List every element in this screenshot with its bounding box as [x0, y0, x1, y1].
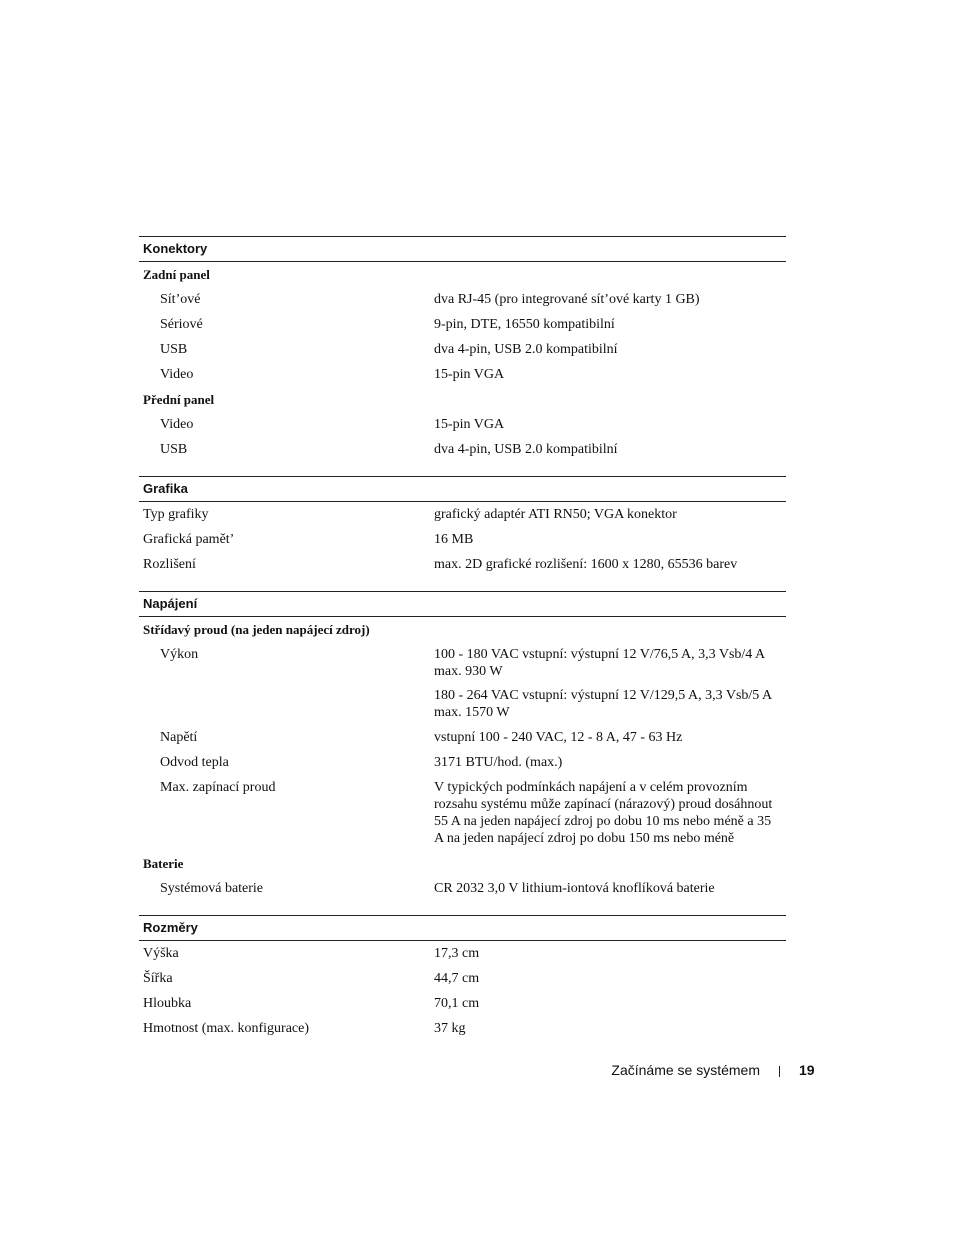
spec-value-text: dva RJ-45 (pro integrované sít’ové karty 1 GB): [434, 292, 700, 307]
spec-row: [139, 337, 786, 362]
section-konektory: [139, 236, 786, 462]
spec-row: [139, 725, 786, 750]
spec-label: USB: [160, 342, 188, 357]
footer-title: Začínáme se systémem: [611, 1062, 760, 1078]
spec-value: [434, 729, 786, 746]
subsection-heading: Střídavý proud (na jeden napájecí zdroj): [143, 622, 370, 637]
section-body: [139, 941, 786, 1041]
section-body: [139, 617, 786, 901]
spec-label: Výkon: [160, 647, 199, 662]
spec-value-text: 44,7 cm: [434, 971, 480, 986]
spec-value-text: V typických podmínkách napájení a v celém provozním rozsahu systému může zapínací (nárazový) proud dosáhnout 55 A na jeden napájecí zdroj po dobu 10 ms nebo méně a 35 A na jeden napájecí zdroj po dobu 150 ms nebo méně: [434, 780, 773, 846]
spec-value: [434, 754, 786, 771]
spec-value-text: 15-pin VGA: [434, 367, 505, 382]
spec-row: [139, 362, 786, 387]
spec-row: [139, 437, 786, 462]
spec-row: [139, 312, 786, 337]
spec-value-text: 70,1 cm: [434, 996, 480, 1011]
spec-label: Hloubka: [143, 996, 192, 1011]
spec-label: Video: [160, 417, 194, 432]
spec-label: Grafická pamět’: [143, 532, 235, 547]
spec-value: [434, 441, 786, 458]
spec-row: [139, 966, 786, 991]
spec-value-text: dva 4-pin, USB 2.0 kompatibilní: [434, 342, 618, 357]
section-heading: Napájení: [139, 591, 786, 617]
spec-row: [139, 750, 786, 775]
spec-value-text: max. 2D grafické rozlišení: 1600 x 1280, 65536 barev: [434, 557, 738, 572]
section-napajeni: [139, 591, 786, 901]
spec-value: [434, 416, 786, 433]
spec-row: [139, 502, 786, 527]
subsection-heading: Baterie: [143, 856, 184, 871]
spec-label: Výška: [143, 946, 179, 961]
spec-value: [434, 995, 786, 1012]
spec-value-text: CR 2032 3,0 V lithium-iontová knoflíková baterie: [434, 881, 715, 896]
spec-label: Typ grafiky: [143, 507, 209, 522]
spec-value: [434, 945, 786, 962]
spec-label: Rozlišení: [143, 557, 196, 572]
spec-value-text: 17,3 cm: [434, 946, 480, 961]
spec-label: Max. zapínací proud: [160, 780, 276, 795]
subsection-heading: Zadní panel: [143, 267, 210, 282]
section-heading: Rozměry: [139, 915, 786, 941]
spec-value: [434, 880, 786, 897]
spec-row: [139, 941, 786, 966]
spec-value: [434, 366, 786, 383]
section-heading: Grafika: [139, 476, 786, 502]
spec-value: [434, 531, 786, 548]
spec-row: [139, 552, 786, 577]
spec-value: [434, 341, 786, 358]
section-body: [139, 502, 786, 577]
spec-label: Odvod tepla: [160, 755, 229, 770]
spec-value: [434, 646, 786, 721]
spec-value: [434, 970, 786, 987]
spec-value-text: dva 4-pin, USB 2.0 kompatibilní: [434, 442, 618, 457]
spec-value: [434, 291, 786, 308]
spec-value: [434, 316, 786, 333]
spec-value-text: 16 MB: [434, 532, 474, 547]
section-rozmery: [139, 915, 786, 1041]
spec-value-text: 15-pin VGA: [434, 417, 505, 432]
spec-label: Napětí: [160, 730, 198, 745]
spec-value-text: 3171 BTU/hod. (max.): [434, 755, 563, 770]
spec-label: Sériové: [160, 317, 203, 332]
spec-label: Hmotnost (max. konfigurace): [143, 1021, 310, 1036]
spec-value-text: 100 - 180 VAC vstupní: výstupní 12 V/76,5 A, 3,3 Vsb/4 A max. 930 W: [434, 647, 765, 679]
spec-label: Šířka: [143, 971, 173, 986]
spec-row: [139, 876, 786, 901]
spec-label: Sít’ové: [160, 292, 201, 307]
spec-row: [139, 1016, 786, 1041]
subsection-heading: Přední panel: [143, 392, 215, 407]
spec-value-text: vstupní 100 - 240 VAC, 12 - 8 A, 47 - 63 Hz: [434, 730, 683, 745]
spec-table: [139, 236, 786, 1055]
spec-value-text: 37 kg: [434, 1021, 466, 1036]
spec-row: [139, 412, 786, 437]
spec-value: [434, 506, 786, 523]
spec-row: [139, 287, 786, 312]
spec-label: Systémová baterie: [160, 881, 264, 896]
section-heading: Konektory: [139, 236, 786, 262]
spec-value-text: 180 - 264 VAC vstupní: výstupní 12 V/129,5 A, 3,3 Vsb/5 A max. 1570 W: [434, 688, 772, 720]
spec-label: USB: [160, 442, 188, 457]
spec-row: [139, 642, 786, 725]
page-number: 19: [799, 1062, 815, 1078]
footer-divider: [779, 1066, 780, 1077]
spec-value: [434, 1020, 786, 1037]
spec-value: [434, 779, 786, 847]
spec-label: Video: [160, 367, 194, 382]
spec-value-text: 9-pin, DTE, 16550 kompatibilní: [434, 317, 615, 332]
spec-value: [434, 556, 786, 573]
spec-value-text: grafický adaptér ATI RN50; VGA konektor: [434, 507, 677, 522]
spec-row: [139, 991, 786, 1016]
spec-row: [139, 527, 786, 552]
section-body: [139, 262, 786, 462]
spec-row: [139, 775, 786, 851]
section-grafika: [139, 476, 786, 577]
page-footer: [0, 1061, 954, 1081]
